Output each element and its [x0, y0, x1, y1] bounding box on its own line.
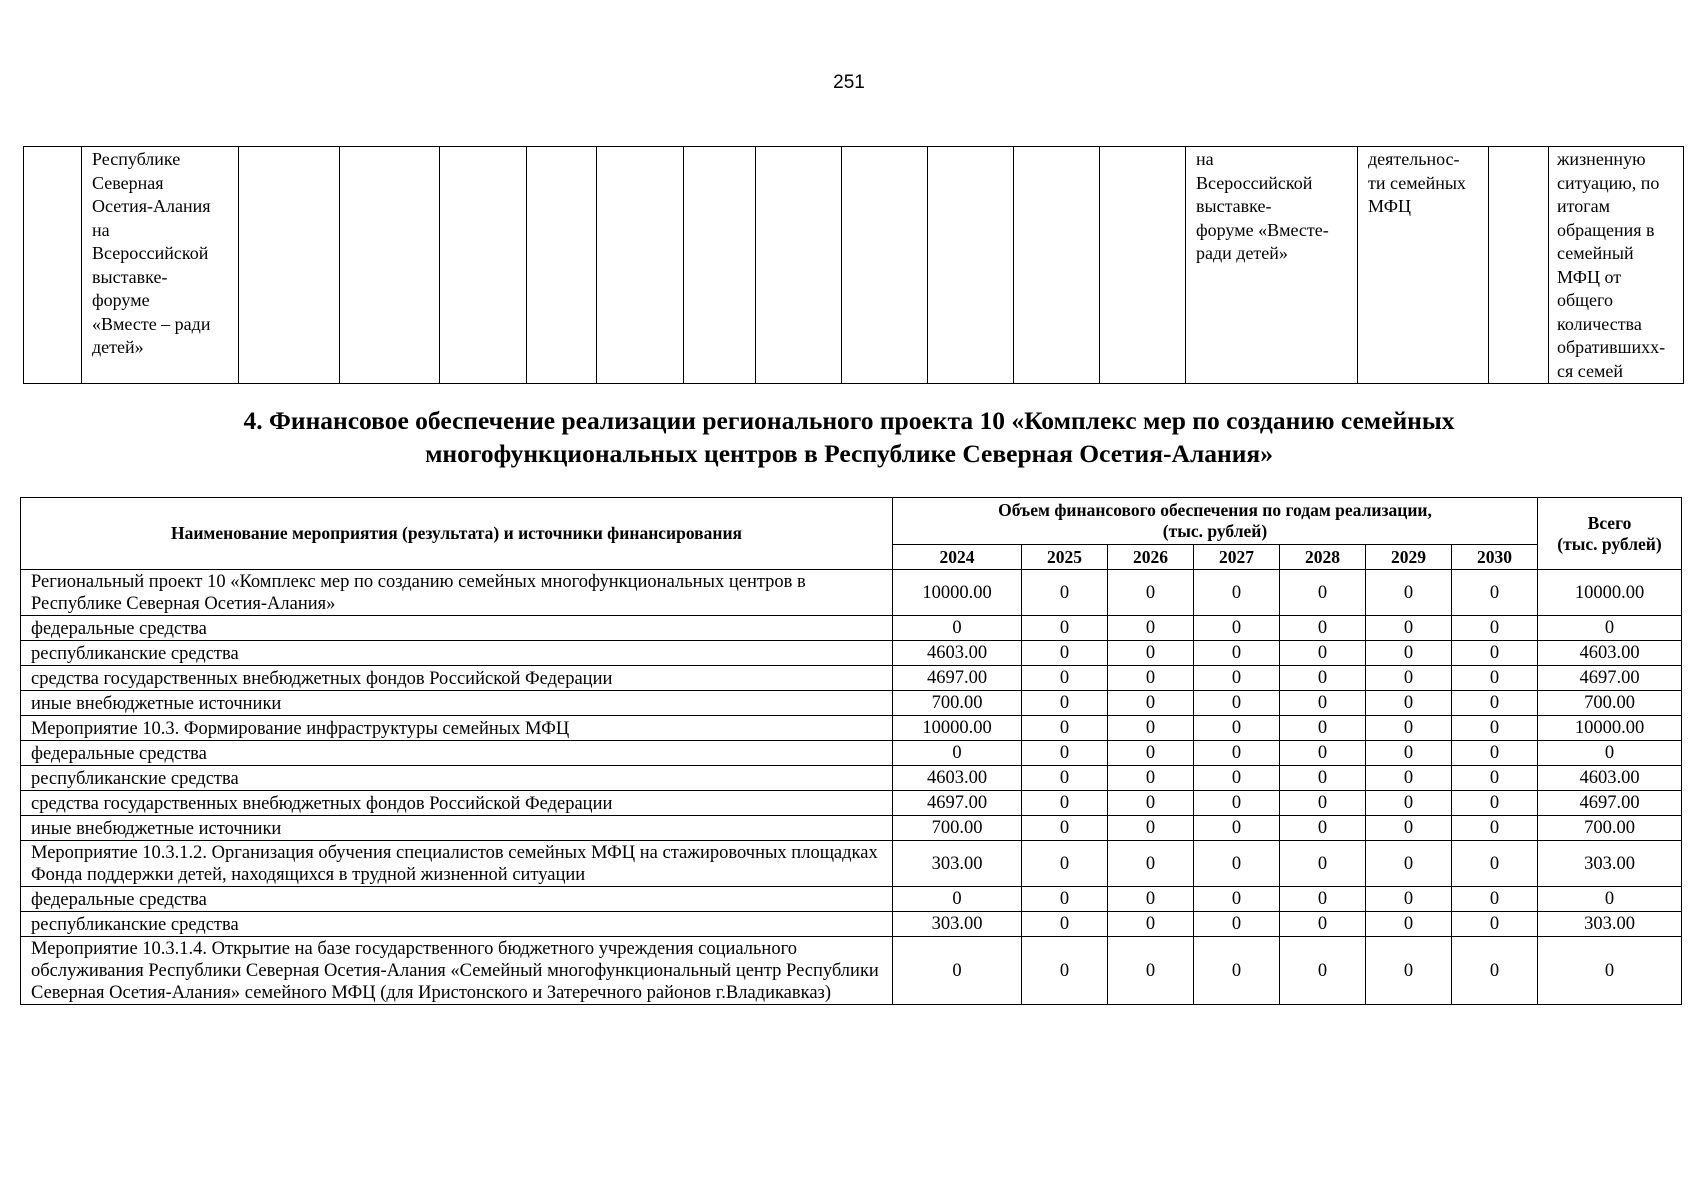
- row-value: 0: [1194, 887, 1280, 912]
- cont-cell: [1100, 147, 1186, 384]
- page-number: 251: [833, 72, 865, 93]
- row-value: 0: [1280, 616, 1366, 641]
- row-value: 0: [1108, 766, 1194, 791]
- row-value: 0: [1366, 887, 1452, 912]
- row-value: 0: [893, 616, 1022, 641]
- cont-cell: [597, 147, 684, 384]
- row-value: 0: [1108, 912, 1194, 937]
- row-value: 0: [1022, 791, 1108, 816]
- row-value: 0: [1280, 816, 1366, 841]
- row-total: 4603.00: [1538, 766, 1682, 791]
- row-value: 0: [1280, 937, 1366, 1005]
- row-value: 303.00: [893, 841, 1022, 887]
- row-value: 0: [1194, 766, 1280, 791]
- cont-cell: [340, 147, 440, 384]
- row-total: 10000.00: [1538, 716, 1682, 741]
- row-value: 0: [1022, 616, 1108, 641]
- header-total-line: Всего: [1587, 512, 1632, 533]
- row-value: 0: [1366, 666, 1452, 691]
- table-row: [21, 912, 1682, 937]
- cont-cell: на Всероссийской выставке- форуме «Вместе- ради детей»: [1186, 147, 1358, 384]
- finance-table-body: [21, 570, 1682, 1005]
- row-value: 0: [1452, 741, 1538, 766]
- row-value: 0: [1022, 741, 1108, 766]
- row-value: 0: [1108, 641, 1194, 666]
- row-name: республиканские средства: [21, 766, 893, 791]
- cont-cell: [842, 147, 928, 384]
- table-row: [21, 791, 1682, 816]
- row-value: 0: [1280, 887, 1366, 912]
- row-value: 0: [1452, 887, 1538, 912]
- cont-cell: [684, 147, 756, 384]
- row-value: 0: [1194, 816, 1280, 841]
- row-value: 0: [1194, 641, 1280, 666]
- row-total: 10000.00: [1538, 570, 1682, 616]
- row-value: 0: [1452, 841, 1538, 887]
- row-value: 0: [1452, 691, 1538, 716]
- cont-cell: жизненную ситуацию, по итогам обращения в семейный МФЦ от общего количества обратившихх- ся семей: [1549, 147, 1684, 384]
- cont-cell: [24, 147, 82, 384]
- year-header: 2027: [1194, 545, 1280, 570]
- table-row: [21, 741, 1682, 766]
- continuation-row: [24, 147, 1684, 384]
- row-name: Мероприятие 10.3.1.4. Открытие на базе государственного бюджетного учреждения социального обслуживания Республики Северная Осетия-Алания «Семейный многофункциональный центр Республики Северная Осетия-Алания» семейного МФЦ (для Иристонского и Затеречного районов г.Владикавказ): [21, 937, 893, 1005]
- table-row: [21, 716, 1682, 741]
- row-total: 303.00: [1538, 912, 1682, 937]
- row-value: 0: [1280, 741, 1366, 766]
- row-value: 0: [1022, 912, 1108, 937]
- row-value: 0: [1366, 741, 1452, 766]
- row-value: 0: [1108, 691, 1194, 716]
- row-value: 4697.00: [893, 666, 1022, 691]
- continuation-table: [23, 146, 1684, 384]
- row-total: 700.00: [1538, 816, 1682, 841]
- row-value: 0: [1194, 570, 1280, 616]
- row-value: 10000.00: [893, 716, 1022, 741]
- cont-cell: [756, 147, 842, 384]
- table-row: [21, 937, 1682, 1005]
- row-value: 0: [1022, 816, 1108, 841]
- row-value: 0: [1194, 841, 1280, 887]
- row-value: 0: [893, 937, 1022, 1005]
- row-value: 0: [1280, 716, 1366, 741]
- header-volume-line: (тыс. рублей): [1162, 521, 1268, 541]
- row-value: 0: [1452, 937, 1538, 1005]
- row-value: 0: [1108, 816, 1194, 841]
- row-value: 0: [1108, 791, 1194, 816]
- cont-cell: деятельнос- ти семейных МФЦ: [1358, 147, 1489, 384]
- row-value: 0: [1108, 570, 1194, 616]
- finance-table: [20, 497, 1682, 1005]
- row-value: 0: [1366, 912, 1452, 937]
- row-value: 0: [1366, 641, 1452, 666]
- row-value: 0: [1452, 766, 1538, 791]
- header-volume-line: Объем финансового обеспечения по годам реализации,: [998, 500, 1432, 520]
- row-value: 0: [1366, 570, 1452, 616]
- cont-cell: [1014, 147, 1100, 384]
- row-total: 0: [1538, 887, 1682, 912]
- row-value: 0: [1280, 570, 1366, 616]
- row-name: федеральные средства: [21, 741, 893, 766]
- row-value: 0: [893, 887, 1022, 912]
- header-volume: [893, 498, 1538, 545]
- row-value: 0: [1452, 570, 1538, 616]
- row-value: 700.00: [893, 691, 1022, 716]
- row-value: 0: [1452, 816, 1538, 841]
- row-value: 4697.00: [893, 791, 1022, 816]
- row-name: средства государственных внебюджетных фондов Российской Федерации: [21, 666, 893, 691]
- row-value: 0: [1280, 912, 1366, 937]
- row-name: средства государственных внебюджетных фондов Российской Федерации: [21, 791, 893, 816]
- row-total: 4697.00: [1538, 791, 1682, 816]
- row-value: 0: [1280, 641, 1366, 666]
- row-value: 0: [1452, 641, 1538, 666]
- row-name: Региональный проект 10 «Комплекс мер по созданию семейных многофункциональных центров в Республике Северная Осетия-Алания»: [21, 570, 893, 616]
- row-value: 0: [1194, 937, 1280, 1005]
- row-name: федеральные средства: [21, 616, 893, 641]
- row-value: 0: [1108, 741, 1194, 766]
- row-value: 0: [893, 741, 1022, 766]
- row-name: иные внебюджетные источники: [21, 691, 893, 716]
- row-value: 0: [1194, 716, 1280, 741]
- row-total: 4697.00: [1538, 666, 1682, 691]
- year-header: 2026: [1108, 545, 1194, 570]
- header-total: [1538, 498, 1682, 570]
- row-name: Мероприятие 10.3.1.2. Организация обучения специалистов семейных МФЦ на стажировочных площадках Фонда поддержки детей, находящихся в трудной жизненной ситуации: [21, 841, 893, 887]
- row-value: 0: [1280, 766, 1366, 791]
- row-value: 0: [1108, 937, 1194, 1005]
- row-value: 0: [1108, 616, 1194, 641]
- row-value: 0: [1194, 691, 1280, 716]
- table-row: [21, 691, 1682, 716]
- row-value: 0: [1452, 791, 1538, 816]
- cont-cell: [527, 147, 597, 384]
- cont-cell: [239, 147, 340, 384]
- row-value: 0: [1108, 716, 1194, 741]
- row-total: 0: [1538, 616, 1682, 641]
- row-value: 0: [1022, 887, 1108, 912]
- row-value: 0: [1022, 716, 1108, 741]
- year-header: 2025: [1022, 545, 1108, 570]
- row-name: федеральные средства: [21, 887, 893, 912]
- row-value: 0: [1366, 691, 1452, 716]
- row-total: 700.00: [1538, 691, 1682, 716]
- row-value: 0: [1022, 641, 1108, 666]
- row-value: 0: [1194, 791, 1280, 816]
- table-row: [21, 887, 1682, 912]
- row-total: 0: [1538, 741, 1682, 766]
- cont-cell: Республике Северная Осетия-Алания на Всероссийской выставке- форуме «Вместе – ради детей»: [82, 147, 239, 384]
- header-total-line: (тыс. рублей): [1557, 533, 1662, 554]
- row-value: 0: [1366, 841, 1452, 887]
- section-title: [0, 404, 1698, 470]
- section-title-line: 4. Финансовое обеспечение реализации регионального проекта 10 «Комплекс мер по созданию семейных: [243, 406, 1455, 435]
- row-value: 0: [1022, 766, 1108, 791]
- row-total: 0: [1538, 937, 1682, 1005]
- row-name: Мероприятие 10.3. Формирование инфраструктуры семейных МФЦ: [21, 716, 893, 741]
- year-header: 2029: [1366, 545, 1452, 570]
- table-row: [21, 666, 1682, 691]
- row-value: 0: [1194, 912, 1280, 937]
- row-value: 0: [1022, 691, 1108, 716]
- row-value: 0: [1366, 766, 1452, 791]
- header-name: Наименование мероприятия (результата) и источники финансирования: [21, 498, 893, 570]
- row-value: 0: [1194, 741, 1280, 766]
- row-value: 0: [1108, 887, 1194, 912]
- row-name: республиканские средства: [21, 912, 893, 937]
- row-value: 0: [1022, 570, 1108, 616]
- cont-cell: [440, 147, 527, 384]
- table-row: [21, 766, 1682, 791]
- row-value: 0: [1366, 616, 1452, 641]
- row-value: 0: [1022, 666, 1108, 691]
- finance-header-row: [21, 498, 1682, 545]
- row-value: 0: [1194, 616, 1280, 641]
- row-value: 4603.00: [893, 641, 1022, 666]
- row-value: 0: [1280, 666, 1366, 691]
- row-value: 0: [1022, 841, 1108, 887]
- row-total: 4603.00: [1538, 641, 1682, 666]
- row-value: 0: [1452, 912, 1538, 937]
- table-row: [21, 816, 1682, 841]
- row-value: 0: [1452, 716, 1538, 741]
- row-name: республиканские средства: [21, 641, 893, 666]
- row-value: 0: [1194, 666, 1280, 691]
- row-value: 0: [1366, 716, 1452, 741]
- row-value: 4603.00: [893, 766, 1022, 791]
- row-value: 0: [1280, 691, 1366, 716]
- row-value: 700.00: [893, 816, 1022, 841]
- cont-cell: [928, 147, 1014, 384]
- row-value: 0: [1280, 791, 1366, 816]
- row-value: 0: [1366, 791, 1452, 816]
- year-header: 2030: [1452, 545, 1538, 570]
- table-row: [21, 641, 1682, 666]
- year-header: 2028: [1280, 545, 1366, 570]
- row-total: 303.00: [1538, 841, 1682, 887]
- row-value: 0: [1452, 616, 1538, 641]
- table-row: [21, 616, 1682, 641]
- year-header: 2024: [893, 545, 1022, 570]
- row-value: 0: [1452, 666, 1538, 691]
- row-value: 0: [1022, 937, 1108, 1005]
- section-title-line: многофункциональных центров в Республике Северная Осетия-Алания»: [425, 439, 1273, 468]
- row-value: 0: [1366, 816, 1452, 841]
- row-value: 0: [1108, 666, 1194, 691]
- cont-cell: [1489, 147, 1549, 384]
- row-value: 0: [1108, 841, 1194, 887]
- row-value: 0: [1366, 937, 1452, 1005]
- row-value: 0: [1280, 841, 1366, 887]
- row-name: иные внебюджетные источники: [21, 816, 893, 841]
- table-row: [21, 841, 1682, 887]
- row-value: 10000.00: [893, 570, 1022, 616]
- row-value: 303.00: [893, 912, 1022, 937]
- table-row: [21, 570, 1682, 616]
